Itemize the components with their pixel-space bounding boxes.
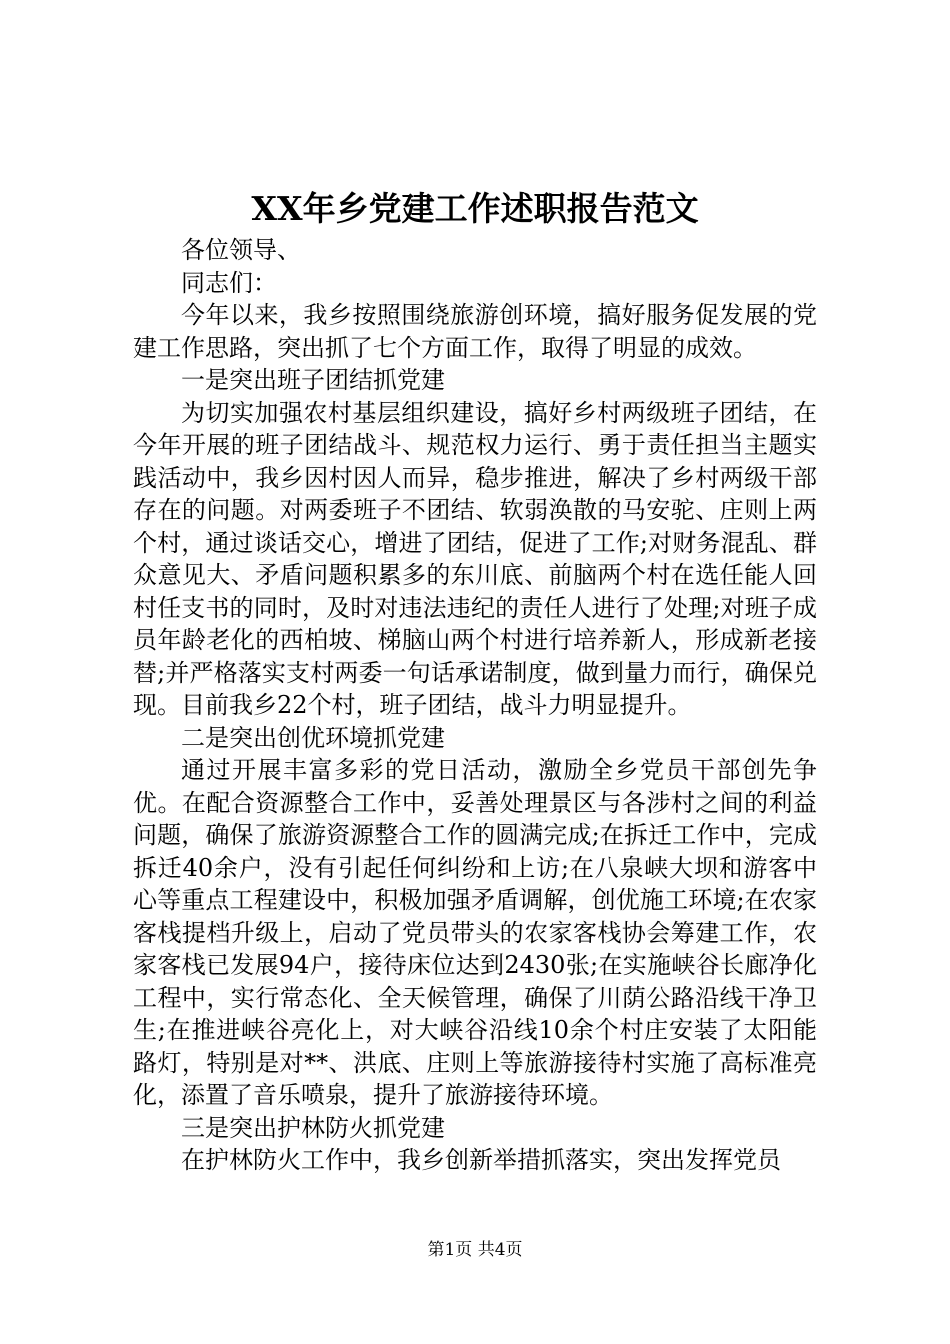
section-paragraph-2: 通过开展丰富多彩的党日活动，激励全乡党员干部创先争优。在配合资源整合工作中，妥善处理景区与各涉村之间的利益问题，确保了旅游资源整合工作的圆满完成;在拆迁工作中，完成拆迁40余户，没有引起任何纠纷和上访;在八泉峡大坝和游客中心等重点工程建设中，积极加强矛盾调解，创优施工环境;在农家客栈提档升级上，启动了党员带头的农家客栈协会筹建工作，农家客栈已发展94户，接待床位达到2430张;在实施峡谷长廊净化工程中，实行常态化、全天候管理，确保了川荫公路沿线干净卫生;在推进峡谷亮化上，对大峡谷沿线10余个村庄安装了太阳能路灯，特别是对**、洪底、庄则上等旅游接待村实施了高标准亮化，添置了音乐喷泉，提升了旅游接待环境。: [133, 756, 817, 1109]
page-footer: [0, 1238, 950, 1262]
document-body: [133, 234, 817, 1177]
section-heading-2: 二是突出创优环境抓党建: [181, 723, 445, 752]
page-number-label: 第1页 共4页: [427, 1240, 523, 1260]
section-heading-1: 一是突出班子团结抓党建: [181, 366, 445, 394]
section-heading-3: 三是突出护林防火抓党建: [181, 1113, 445, 1142]
intro-paragraph: 今年以来，我乡按照围绕旅游创环境，搞好服务促发展的党建工作思路，突出抓了七个方面工作，取得了明显的成效。: [133, 301, 817, 362]
section-paragraph-3: 在护林防火工作中，我乡创新举措抓落实，突出发挥党员: [181, 1146, 781, 1174]
salutation-line-1: 各位领导、: [181, 236, 301, 264]
salutation-line-2: 同志们：: [181, 268, 277, 297]
section-paragraph-1: 为切实加强农村基层组织建设，搞好乡村两级班子团结，在今年开展的班子团结战斗、规范权力运行、勇于责任担当主题实践活动中，我乡因村因人而异，稳步推进，解决了乡村两级干部存在的问题。对两委班子不团结、软弱涣散的马安驼、庄则上两个村，通过谈话交心，增进了团结，促进了工作;对财务混乱、群众意见大、矛盾问题积累多的东川底、前脑两个村在选任能人回村任支书的同时，及时对违法违纪的责任人进行了处理;对班子成员年龄老化的西柏坡、梯脑山两个村进行培养新人，形成新老接替;并严格落实支村两委一句话承诺制度，做到量力而行，确保兑现。目前我乡22个村，班子团结，战斗力明显提升。: [133, 398, 817, 719]
document-title: XX年乡党建工作述职报告范文: [251, 189, 699, 228]
